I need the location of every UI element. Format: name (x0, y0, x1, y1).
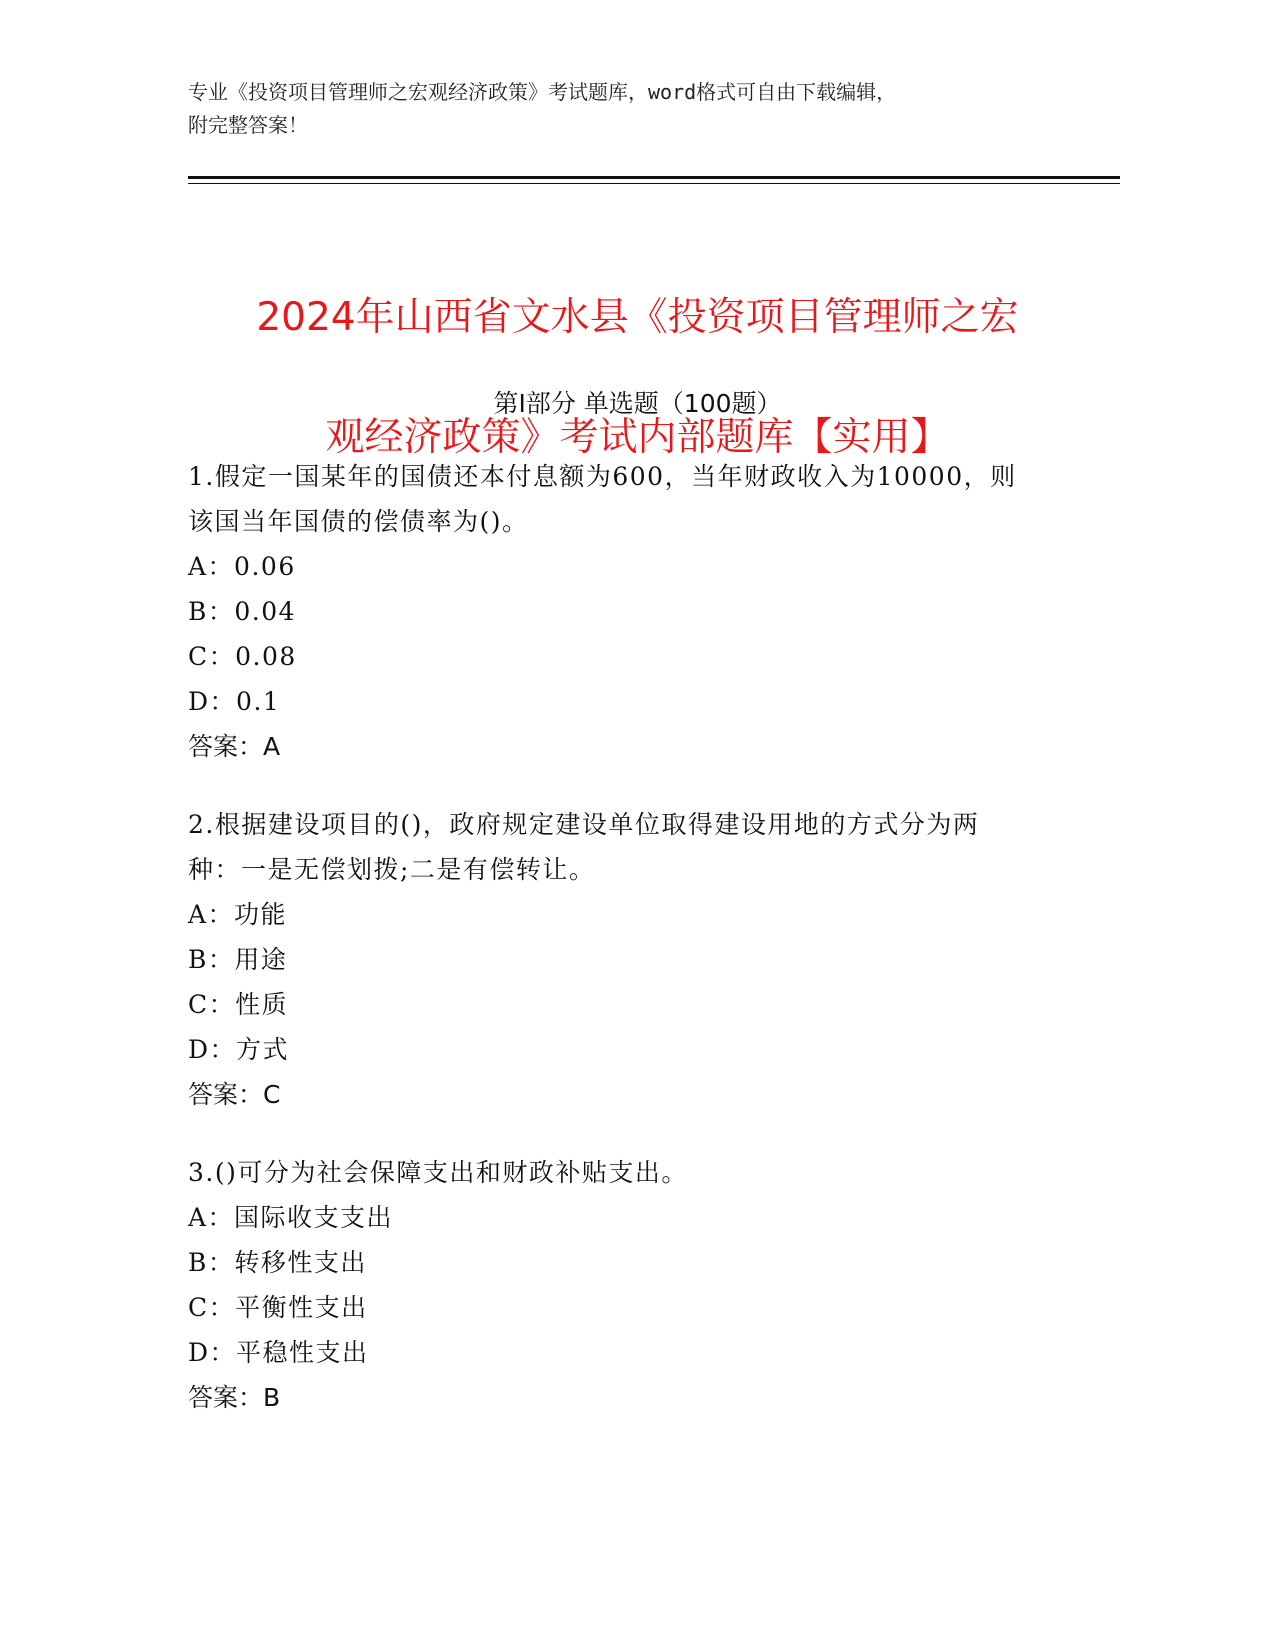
header-note-line1: 专业《投资项目管理师之宏观经济政策》考试题库，word格式可自由下载编辑， (188, 80, 897, 104)
document-title-line2: 观经济政策》考试内部题库【实用】 (325, 415, 950, 460)
option-b: B：用途 (188, 945, 288, 974)
option-a: A：0.06 (188, 552, 296, 581)
question-stem-line: 3.()可分为社会保障支出和财政补贴支出。 (188, 1158, 688, 1187)
header-note (188, 76, 1068, 142)
header-note-line2: 附完整答案！ (188, 113, 308, 137)
option-c: C：平衡性支出 (188, 1293, 368, 1322)
document-title-line1: 2024年山西省文水县《投资项目管理师之宏 (256, 295, 1019, 340)
answer: 答案：B (188, 1383, 281, 1412)
question-stem-line: 2.根据建设项目的()，政府规定建设单位取得建设用地的方式分为两 (188, 810, 980, 839)
question-1 (188, 454, 1088, 769)
option-c: C：性质 (188, 990, 289, 1019)
question-stem-line: 该国当年国债的偿债率为()。 (188, 507, 529, 536)
option-c: C：0.08 (188, 642, 297, 671)
option-a: A：国际收支支出 (188, 1203, 394, 1232)
question-3 (188, 1150, 1088, 1420)
option-d: D：方式 (188, 1035, 290, 1064)
option-b: B：转移性支出 (188, 1248, 367, 1277)
answer: 答案：C (188, 1080, 281, 1109)
question-stem-line: 1.假定一国某年的国债还本付息额为600，当年财政收入为10000，则 (188, 462, 1017, 491)
option-d: D：平稳性支出 (188, 1338, 369, 1367)
question-2 (188, 802, 1088, 1117)
header-divider-thick (188, 176, 1120, 179)
question-stem-line: 种：一是无偿划拨;二是有偿转让。 (188, 855, 596, 884)
header-divider-thin (188, 183, 1120, 184)
option-d: D：0.1 (188, 687, 281, 716)
option-a: A：功能 (188, 900, 288, 929)
answer: 答案：A (188, 732, 281, 761)
option-b: B：0.04 (188, 597, 297, 626)
section-heading: 第Ⅰ部分 单选题（100题） (493, 389, 782, 418)
